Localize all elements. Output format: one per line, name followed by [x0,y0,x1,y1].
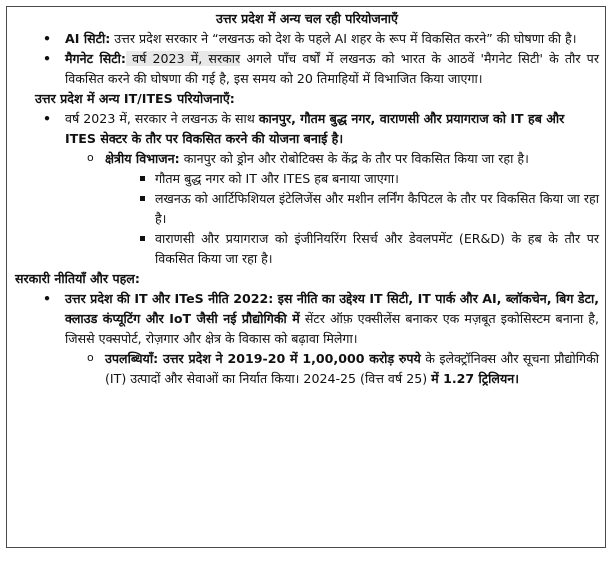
list-item-regional-division [15,149,599,269]
achievements-list [15,349,599,389]
achievements-bold-end: में 1.27 ट्रिलियन। [431,371,520,386]
it-hubs-text: वर्ष 2023 में, सरकार ने लखनऊ के साथ [65,111,259,126]
magnet-city-text: अगले पाँच वर्षों में लखनऊ को भारत के आठवें 'मैगनेट सिटी' के तौर पर विकसित करने की घोषणा की गई है, इस समय को 20 तिमाहियों में विभाजित किया जाएगा। [65,51,599,86]
it-hubs-bold-text: कानपुर, गौतम बुद्ध नगर, वाराणसी और प्रयागराज को IT हब और ITES सेक्टर के तौर पर विकसित करने की योजना बनाई है। [65,111,565,146]
it-projects-heading: उत्तर प्रदेश में अन्य IT/ITES परियोजनाएँ: [35,91,235,106]
regional-division-list [15,149,599,269]
regional-division-label: क्षेत्रीय विभाजन: [105,151,180,166]
city-roles-list [15,169,599,269]
list-item-it-hubs [15,109,599,269]
policy-heading: सरकारी नीतियाँ और पहल: [15,271,140,286]
list-item-gautam-buddh-nagar: गौतम बुद्ध नगर को IT और ITES हब बनाया जाएगा। [15,169,599,189]
policy-text: सेंटर ऑफ़ एक्सीलेंस बनाकर एक मज़बूत इकोसिस्टम बनाना है, जिससे एक्सपोर्ट, रोज़गार और क्षेत्र के विकास को बढ़ावा मिलेगा। [65,311,599,346]
policy-bold-text: उत्तर प्रदेश की IT और ITeS नीति 2022: इस नीति का उद्देश्य IT सिटी, IT पार्क और AI, ब्लॉकचेन, बिग डेटा, क्लाउड कंप्यूटिंग और IoT जैसी नई प्रौद्योगिकी में [65,291,599,326]
achievements-text: के इलेक्ट्रॉनिक्स और सूचना प्रौद्योगिकी (IT) उत्पादों और सेवाओं का निर्यात किया। 2024-25 (वित्त वर्ष 25) [105,351,600,386]
list-item-varanasi-prayagraj: वाराणसी और प्रयागराज को इंजीनियरिंग रिसर्च और डेवलपमेंट (ER&D) के हब के तौर पर विकसित किया जा रहा है। [15,229,599,269]
it-projects-list [15,109,599,269]
page-title: उत्तर प्रदेश में अन्य चल रही परियोजनाएँ [216,11,398,26]
list-item-lucknow: लखनऊ को आर्टिफिशियल इंटेलिजेंस और मशीन लर्निंग कैपिटल के तौर पर विकसित किया जा रहा है। [15,189,599,229]
list-item-it-ites-policy [15,289,599,389]
document-page [6,6,606,548]
list-item-achievements [15,349,599,389]
magnet-city-highlight: वर्ष 2023 में, सरकार [125,51,241,66]
list-item-magnet-city [15,49,599,89]
achievements-bold-start: उपलब्धियाँ: उत्तर प्रदेश ने 2019-20 में 1,00,000 करोड़ रुपये [105,351,421,366]
ai-city-text: उत्तर प्रदेश सरकार ने “लखनऊ को देश के पहले AI शहर के रूप में विकसित करने” की घोषणा की है। [110,31,577,46]
regional-division-text: कानपुर को ड्रोन और रोबोटिक्स के केंद्र के तौर पर विकसित किया जा रहा है। [179,151,529,166]
list-item-ai-city [15,29,599,49]
ongoing-projects-list [15,29,599,89]
magnet-city-label: मैगनेट सिटी: [65,51,126,66]
policy-list [15,289,599,389]
ai-city-label: AI सिटी: [65,31,111,46]
